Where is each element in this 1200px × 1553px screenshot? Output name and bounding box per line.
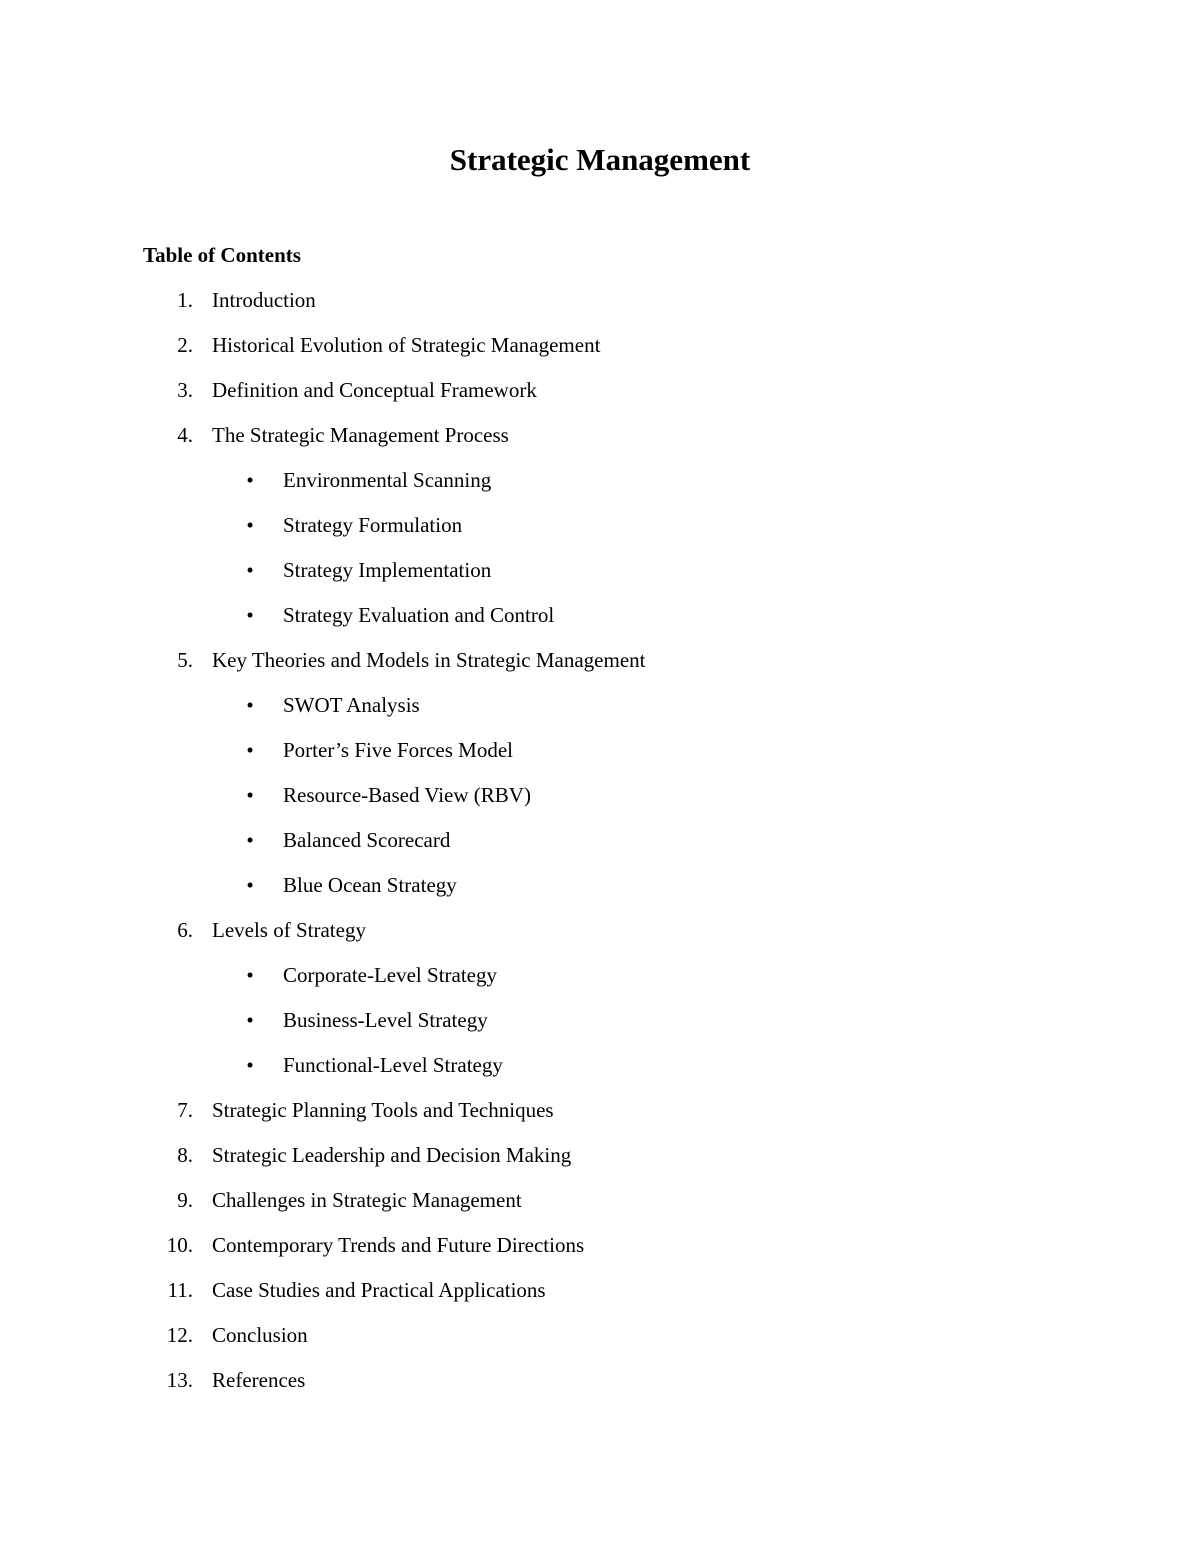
bullet-icon: •: [246, 603, 254, 627]
bullet-icon: •: [246, 783, 254, 807]
bullet-icon: •: [246, 1008, 254, 1032]
toc-item-text: Levels of Strategy: [212, 918, 366, 942]
toc-subitem: [0, 1006, 1200, 1051]
toc-item: [0, 1366, 1200, 1411]
toc-item: [0, 1231, 1200, 1276]
toc-subitem: [0, 556, 1200, 601]
toc-item-number: 9.: [177, 1188, 193, 1212]
toc-item: [0, 1186, 1200, 1231]
bullet-icon: •: [246, 963, 254, 987]
toc-subitem-text: Environmental Scanning: [283, 468, 492, 492]
toc-item-number: 7.: [177, 1098, 193, 1122]
toc-item-text: The Strategic Management Process: [212, 423, 509, 447]
toc-item-number: 1.: [177, 288, 193, 312]
toc-subitem: [0, 871, 1200, 916]
toc-item: [0, 1276, 1200, 1321]
toc-item-text: References: [212, 1368, 306, 1392]
toc-item-text: Case Studies and Practical Applications: [212, 1278, 546, 1302]
toc-subitem: [0, 691, 1200, 736]
bullet-icon: •: [246, 828, 254, 852]
toc-subitem-text: Resource-Based View (RBV): [283, 783, 531, 807]
toc-subitem: [0, 781, 1200, 826]
toc-item: [0, 376, 1200, 421]
toc-item-number: 6.: [177, 918, 193, 942]
toc-heading: Table of Contents: [143, 243, 301, 267]
bullet-icon: •: [246, 873, 254, 897]
toc-item-text: Historical Evolution of Strategic Management: [212, 333, 601, 357]
toc-item: [0, 1096, 1200, 1141]
toc-item-number: 3.: [177, 378, 193, 402]
bullet-icon: •: [246, 468, 254, 492]
toc-item: [0, 1141, 1200, 1186]
toc-item-number: 10.: [166, 1233, 193, 1257]
toc-subitem-text: Balanced Scorecard: [283, 828, 451, 852]
toc-item: [0, 916, 1200, 961]
toc-item-text: Conclusion: [212, 1323, 308, 1347]
toc-item: [0, 331, 1200, 376]
toc-subitem: [0, 466, 1200, 511]
toc-subitem-text: Corporate-Level Strategy: [283, 963, 497, 987]
toc-subitem-text: Strategy Implementation: [283, 558, 492, 582]
toc-item-number: 8.: [177, 1143, 193, 1167]
toc-item-number: 13.: [166, 1368, 193, 1392]
toc-item-text: Introduction: [212, 288, 316, 312]
bullet-icon: •: [246, 738, 254, 762]
toc-item-number: 2.: [177, 333, 193, 357]
toc-item: [0, 421, 1200, 466]
bullet-icon: •: [246, 513, 254, 537]
toc-subitem-text: Strategy Formulation: [283, 513, 463, 537]
toc-item: [0, 1321, 1200, 1366]
toc-item-text: Contemporary Trends and Future Directions: [212, 1233, 585, 1257]
page-title: Strategic Management: [449, 142, 751, 177]
toc-subitem: [0, 1051, 1200, 1096]
bullet-icon: •: [246, 693, 254, 717]
toc-subitem: [0, 961, 1200, 1006]
toc-item-text: Strategic Leadership and Decision Making: [212, 1143, 572, 1167]
toc-subitem: [0, 601, 1200, 646]
toc-item-text: Definition and Conceptual Framework: [212, 378, 537, 402]
table-of-contents: [0, 286, 1200, 1411]
toc-subitem: [0, 511, 1200, 556]
toc-item-number: 5.: [177, 648, 193, 672]
toc-item-text: Key Theories and Models in Strategic Management: [212, 648, 646, 672]
toc-item: [0, 646, 1200, 691]
toc-subitem-text: Strategy Evaluation and Control: [283, 603, 555, 627]
toc-subitem-text: Functional-Level Strategy: [283, 1053, 503, 1077]
bullet-icon: •: [246, 558, 254, 582]
toc-subitem: [0, 736, 1200, 781]
toc-item-number: 11.: [167, 1278, 193, 1302]
toc-subitem: [0, 826, 1200, 871]
toc-item: [0, 286, 1200, 331]
bullet-icon: •: [246, 1053, 254, 1077]
toc-item-number: 4.: [177, 423, 193, 447]
toc-subitem-text: Blue Ocean Strategy: [283, 873, 457, 897]
toc-subitem-text: Business-Level Strategy: [283, 1008, 488, 1032]
toc-subitem-text: SWOT Analysis: [283, 693, 420, 717]
toc-subitem-text: Porter’s Five Forces Model: [283, 738, 514, 762]
toc-item-text: Strategic Planning Tools and Techniques: [212, 1098, 554, 1122]
toc-item-text: Challenges in Strategic Management: [212, 1188, 522, 1212]
toc-item-number: 12.: [166, 1323, 193, 1347]
